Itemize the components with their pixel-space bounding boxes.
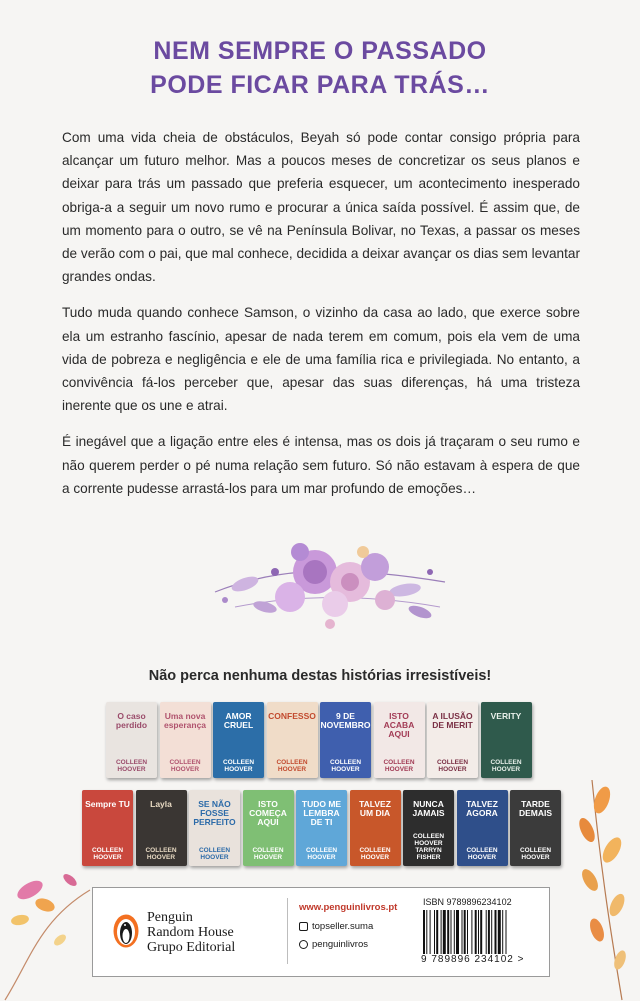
publisher-name [147,910,235,955]
book-cover [510,790,561,866]
book-title: Uma nova esperança [163,711,207,730]
book-cover [160,702,211,778]
book-author: COLLEEN HOOVER [115,759,148,773]
divider [287,898,288,964]
book-title: VERITY [490,711,522,721]
book-cover [320,702,371,778]
headline-line1: NEM SEMPRE O PASSADO [153,37,487,65]
book-title: ISTO COMEÇA AQUI [249,799,287,827]
book-cover [136,790,187,866]
book-cover [457,790,508,866]
book-cover [427,702,478,778]
book-title: TUDO ME LEMBRA DE TI [301,799,342,827]
book-cover [267,702,318,778]
publisher-line-3: Grupo Editorial [147,940,236,955]
penguin-logo-icon [113,914,139,948]
book-author: COLLEEN HOOVER [436,759,469,773]
book-title: O caso perdido [115,711,148,730]
barcode [421,910,539,956]
publisher-line-2: Random House [147,925,234,940]
book-title: TARDE DEMAIS [518,799,553,818]
book-title: SE NÃO FOSSE PERFEITO [193,799,236,827]
book-title: Layla [150,799,172,809]
floral-ornament [205,512,455,647]
book-author: COLLEEN HOOVER TARRYN FISHER [412,833,445,861]
barcode-number: 9 789896 234102 > [421,954,525,965]
book-author: COLLEEN HOOVER [91,847,124,861]
book-cover [243,790,294,866]
instagram-handle[interactable] [299,921,373,932]
book-author: COLLEEN HOOVER [359,847,391,861]
book-title: CONFESSO [268,711,316,721]
book-cover [481,702,532,778]
headline [0,34,640,102]
book-author: COLLEEN HOOVER [519,847,552,861]
book-title: AMOR CRUEL [223,711,254,730]
book-cover [189,790,240,866]
more-books-title: Não perca nenhuma destas histórias irresistíveis! [148,668,492,684]
book-cover [106,702,157,778]
synopsis-paragraph-2: Tudo muda quando conhece Samson, o vizinho da casa ao lado, que exerce sobre ela um estranho fascínio, apesar de nada terem em comum, pois ela vem de uma vida de pobreza e negligência e ele de uma família rica e privilegiada. No entanto, a convivência fá-los perceber que, apesar das suas diferenças, há uma tristeza inerente que os une e atrai. [62,305,580,414]
website-link[interactable]: www.penguinlivros.pt [299,902,398,913]
book-author: COLLEEN HOOVER [222,759,255,773]
book-title: TALVEZ AGORA [466,799,498,818]
book-author: COLLEEN HOOVER [305,847,338,861]
book-author: COLLEEN HOOVER [252,847,284,861]
book-title: Sempre TU [85,799,130,809]
book-author: COLLEEN HOOVER [198,847,231,861]
instagram-text: topseller.suma [312,921,374,932]
book-title: TALVEZ UM DIA [359,799,391,818]
synopsis-paragraph-1: Com uma vida cheia de obstáculos, Beyah só pode contar consigo própria para alcançar um futuro melhor. Mas a poucos meses de concretizar os seus planos e deixar para trás um passado que preferia esquecer, um acontecimento inesperado obriga-a a seguir um novo rumo e procurar a única saída possível. É assim que, de um momento para o outro, se vê na Península Bolivar, no Texas, a passar os meses de verão com o pai, que mal conhece, decidida a deixar avançar os dias sem levantar grandes ondas. [62,130,580,285]
book-title: NUNCA JAMAIS [412,799,445,818]
book-title: 9 DE NOVEMBRO [320,711,371,730]
book-author: COLLEEN HOOVER [145,847,177,861]
book-cover [213,702,264,778]
book-author: COLLEEN HOOVER [466,847,498,861]
headline-line2: PODE FICAR PARA TRÁS… [150,71,490,99]
publisher-footer [92,887,550,977]
book-cover [296,790,347,866]
books-row-1 [0,702,640,782]
tiktok-icon [299,940,308,949]
tiktok-text: penguinlivros [312,939,368,950]
book-cover [374,702,425,778]
flower-branch-right [562,770,640,1001]
tiktok-handle[interactable] [299,939,368,950]
book-title: A ILUSÃO DE MERIT [432,711,473,730]
book-title: ISTO ACABA AQUI [383,711,415,739]
book-cover [403,790,454,866]
synopsis [62,126,580,513]
book-author: COLLEEN HOOVER [276,759,308,773]
book-author: COLLEEN HOOVER [383,759,415,773]
publisher-line-1: Penguin [147,910,193,925]
book-cover [350,790,401,866]
instagram-icon [299,922,308,931]
isbn-text: ISBN 9789896234102 [423,897,512,907]
book-author: COLLEEN HOOVER [490,759,522,773]
book-author: COLLEEN HOOVER [329,759,362,773]
book-author: COLLEEN HOOVER [169,759,201,773]
synopsis-paragraph-3: É inegável que a ligação entre eles é intensa, mas os dois já traçaram o seu rumo e não querem perder o pé numa relação sem futuro. Só não estavam à espera de que a corrente pudesse arrastá-los para um mar profundo de emoções… [62,434,580,496]
